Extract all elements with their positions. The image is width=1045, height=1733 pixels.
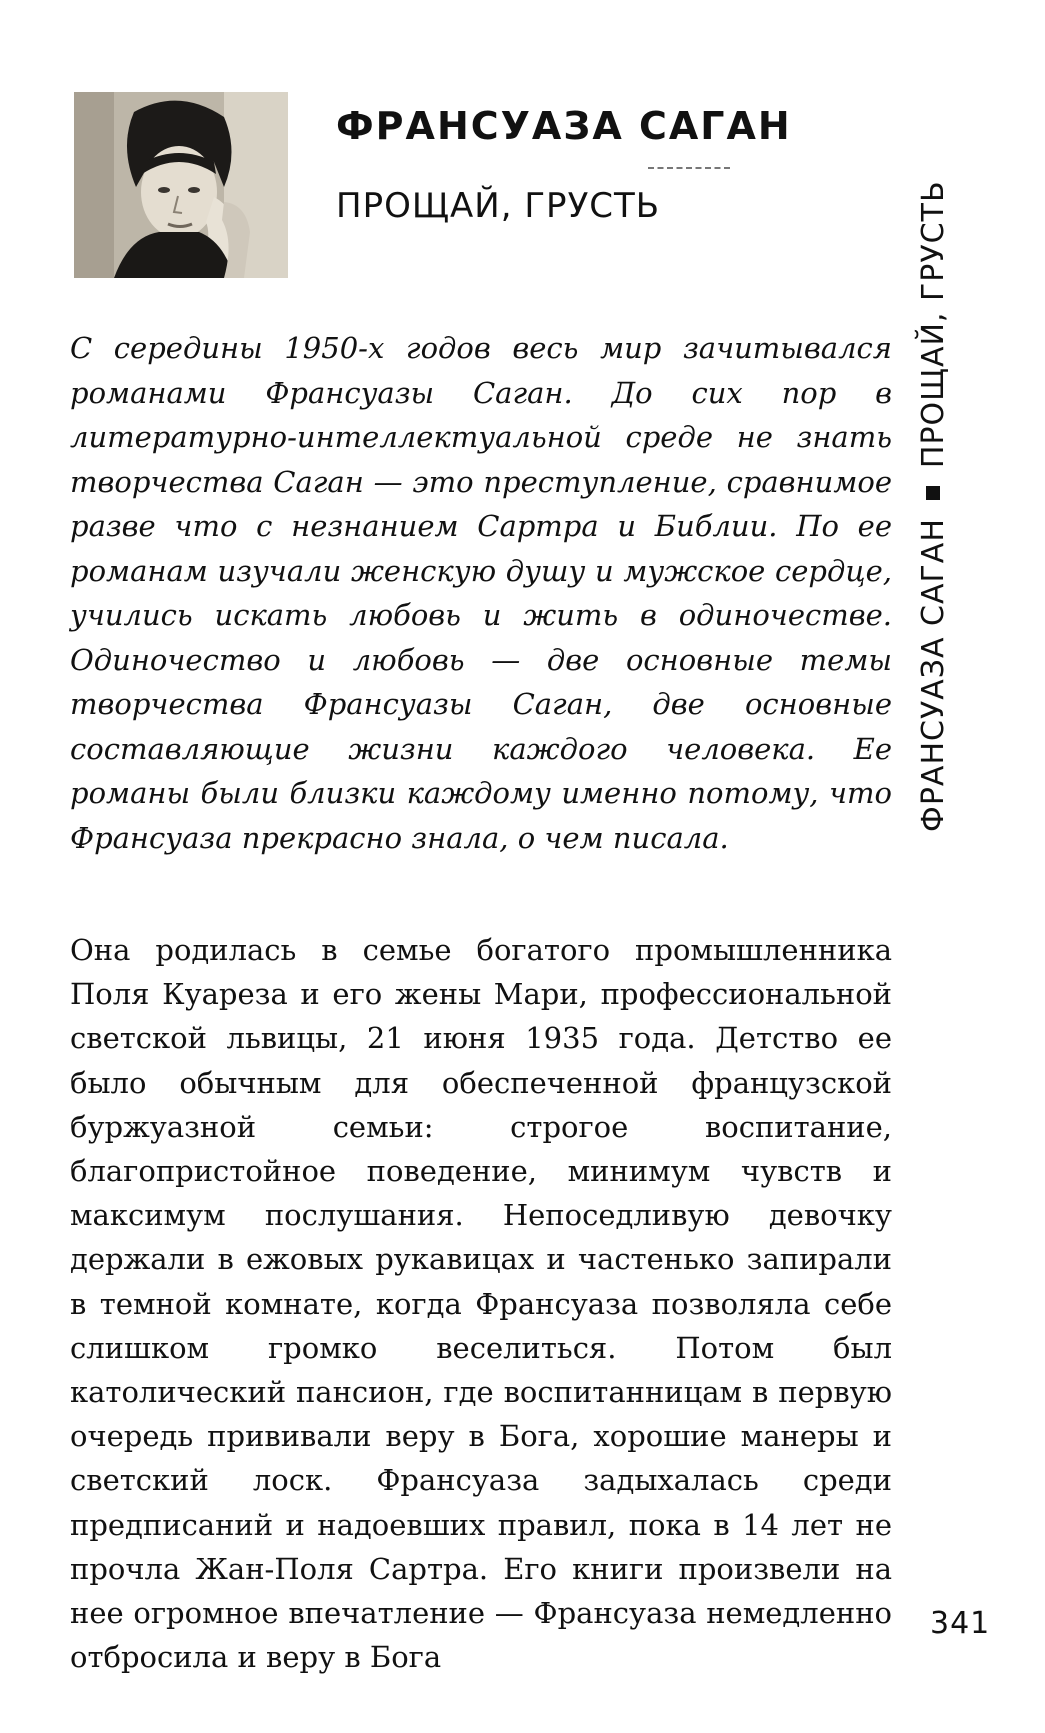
running-head-title: ПРОЩАЙ, ГРУСТЬ: [916, 180, 951, 469]
running-head: [916, 180, 952, 832]
running-head-separator-icon: [926, 486, 940, 500]
portrait-image: [74, 92, 288, 278]
running-head-author: ФРАНСУАЗА САГАН: [916, 518, 951, 832]
page-number: 341: [930, 1606, 991, 1641]
heading-divider: [648, 167, 730, 169]
intro-paragraph: С середины 1950-х годов весь мир зачитывался романами Франсуазы Саган. До сих пор в литературно-интеллектуальной среде не знать творчества Саган — это преступление, сравнимое разве что с незнанием Сартра и Библии. По ее романам изучали женскую душу и мужское сердце, учились искать любовь и жить в одиночестве. Одиночество и любовь — две основные темы творчества Франсуазы Саган, две основные составляющие жизни каждого человека. Ее романы были близки каждому именно потому, что Франсуаза прекрасно знала, о чем писала.: [70, 331, 892, 855]
chapter-author-heading: ФРАНСУАЗА САГАН: [336, 104, 792, 148]
chapter-book-title: ПРОЩАЙ, ГРУСТЬ: [336, 186, 661, 226]
author-portrait-photo: [74, 92, 288, 278]
body-paragraph: Она родилась в семье богатого промышленника Поля Куареза и его жены Мари, профессиональной светской львицы, 21 июня 1935 года. Детство ее было обычным для обеспеченной французской буржуазной семьи: строгое воспитание, благопристойное поведение, минимум чувств и максимум послушания. Непоседливую девочку держали в ежовых рукавицах и частенько запирали в темной комнате, когда Франсуаза позволяла себе слишком громко веселиться. Потом был католический пансион, где воспитанницам в первую очередь прививали веру в Бога, хорошие манеры и светский лоск. Франсуаза задыхалась среди предписаний и надоевших правил, пока в 14 лет не прочла Жан-Поля Сартра. Его книги произвели на нее огромное впечатление — Франсуаза немедленно отбросила и веру в Бога: [70, 933, 892, 1675]
